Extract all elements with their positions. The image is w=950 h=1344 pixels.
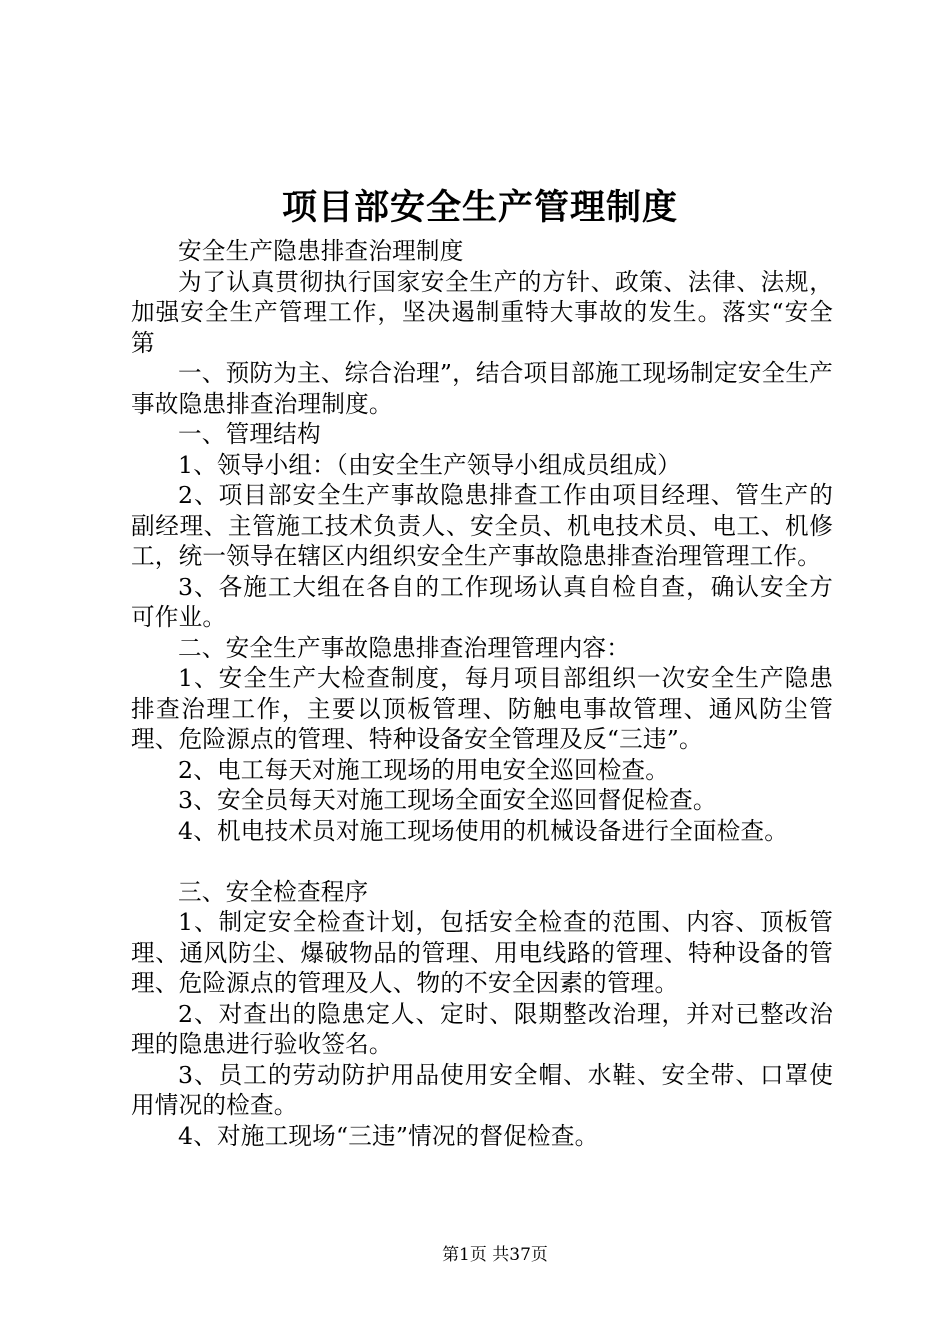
paragraph-intro: 为了认真贯彻执行国家安全生产的方针、政策、法律、法规，加强安全生产管理工作，坚决遏制重特大事故的发生。落实“安全第 <box>131 267 833 357</box>
paragraph-procedure-2: 2、对查出的隐患定人、定时、限期整改治理，并对已整改治理的隐患进行验收签名。 <box>131 999 833 1058</box>
heading-management-structure: 一、管理结构 <box>178 420 321 448</box>
paragraph-structure-2: 2、项目部安全生产事故隐患排查工作由项目经理、管生产的副经理、主管施工技术负责人、安全员、机电技术员、电工、机修工，统一领导在辖区内组织安全生产事故隐患排查治理管理工作。 <box>131 481 833 570</box>
paragraph-content-3: 3、安全员每天对施工现场全面安全巡回督促检查。 <box>178 786 717 814</box>
paragraph-procedure-3: 3、员工的劳动防护用品使用安全帽、水鞋、安全带、口罩使用情况的检查。 <box>131 1060 833 1119</box>
document-title: 项目部安全生产管理制度 <box>281 187 678 228</box>
heading-inspection-procedure: 三、安全检查程序 <box>178 877 369 906</box>
heading-management-content: 二、安全生产事故隐患排查治理管理内容： <box>178 633 631 662</box>
paragraph-principle: 一、预防为主、综合治理”，结合项目部施工现场制定安全生产事故隐患排查治理制度。 <box>131 359 833 418</box>
paragraph-procedure-1: 1、制定安全检查计划，包括安全检查的范围、内容、顶板管理、通风防尘、爆破物品的管理、用电线路的管理、特种设备的管理、危险源点的管理及人、物的不安全因素的管理。 <box>131 908 833 997</box>
paragraph-content-1: 1、安全生产大检查制度，每月项目部组织一次安全生产隐患排查治理工作，主要以顶板管理、防触电事故管理、通风防尘管理、危险源点的管理、特种设备安全管理及反“三违”。 <box>131 664 833 753</box>
section-subtitle: 安全生产隐患排查治理制度 <box>178 237 464 265</box>
page-number-footer: 第1页 共37页 <box>442 1245 548 1265</box>
paragraph-procedure-4: 4、对施工现场“三违”情况的督促检查。 <box>178 1121 599 1150</box>
document-body <box>131 236 833 1151</box>
paragraph-content-4: 4、机电技术员对施工现场使用的机械设备进行全面检查。 <box>178 816 789 845</box>
blank-line <box>131 846 833 877</box>
paragraph-content-2: 2、电工每天对施工现场的用电安全巡回检查。 <box>178 755 670 784</box>
paragraph-structure-3: 3、各施工大组在各自的工作现场认真自检自查，确认安全方可作业。 <box>131 572 833 631</box>
paragraph-structure-1: 1、领导小组：（由安全生产领导小组成员组成） <box>178 450 682 479</box>
